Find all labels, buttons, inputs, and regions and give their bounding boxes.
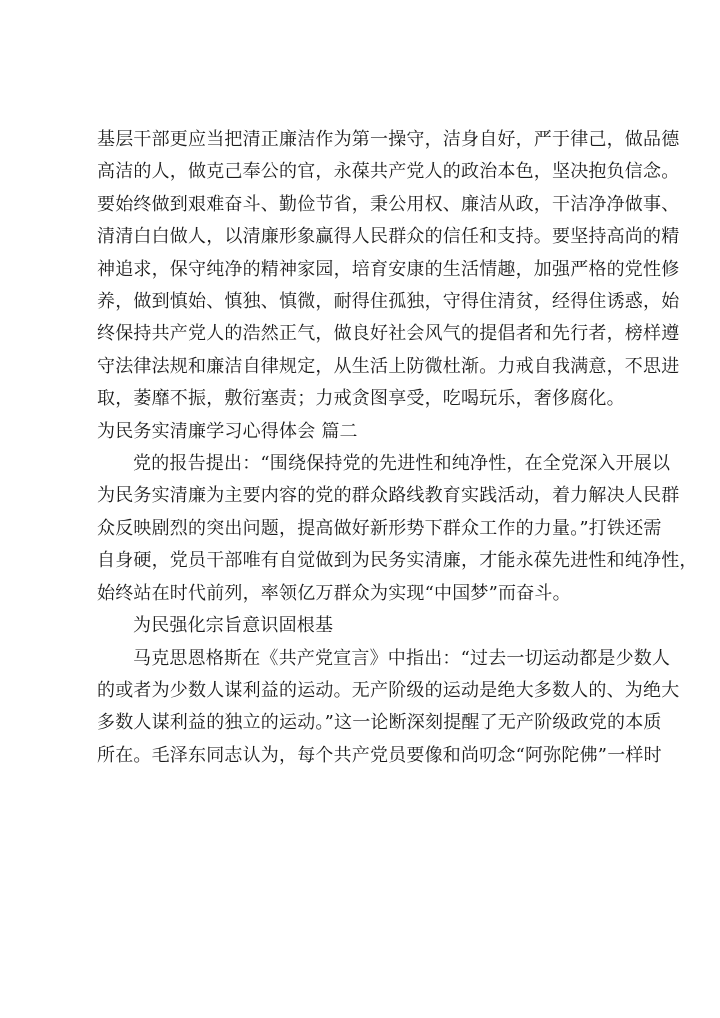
paragraph-3 [97, 643, 680, 773]
text-line: 自身硬，党员干部唯有自觉做到为民务实清廉，才能永葆先进性和纯净性， [97, 550, 698, 572]
section-title: 为民务实清廉学习心得体会 篇二 [97, 420, 358, 442]
text-line: 为民务实清廉为主要内容的党的群众路线教育实践活动，着力解决人民群 [97, 485, 680, 507]
text-line: 党的报告提出：“围绕保持党的先进性和纯净性，在全党深入开展以 [133, 453, 671, 475]
text-line: 始终站在时代前列，率领亿万群众为实现“中国梦”而奋斗。 [97, 582, 571, 604]
text-line: 养，做到慎始、慎独、慎微，耐得住孤独，守得住清贫，经得住诱惑，始 [97, 291, 680, 313]
text-line: 基层干部更应当把清正廉洁作为第一操守，洁身自好，严于律己，做品德 [97, 129, 680, 150]
text-line: 所在。毛泽东同志认为，每个共产党员要像和尚叨念“阿弥陀佛”一样时 [97, 744, 662, 766]
text-line: 神追求，保守纯净的精神家园，培育安康的生活情趣，加强严格的党性修 [97, 258, 680, 280]
text-line: 的或者为少数人谋利益的运动。无产阶级的运动是绝大多数人的、为绝大 [97, 679, 680, 701]
text-line: 多数人谋利益的独立的运动。”这一论断深刻提醒了无产阶级政党的本质 [97, 712, 662, 734]
text-line: 高洁的人，做克己奉公的官，永葆共产党人的政治本色，坚决抱负信念。 [97, 161, 680, 183]
paragraph-2 [97, 448, 698, 610]
text-line: 守法律法规和廉洁自律规定，从生活上防微杜渐。力戒自我满意，不思进 [97, 355, 680, 377]
text-line: 众反映剧烈的突出问题，提高做好新形势下群众工作的力量。”打铁还需 [97, 517, 662, 539]
document-body [97, 124, 698, 772]
paragraph-1 [97, 124, 680, 416]
subheading: 为民强化宗旨意识固根基 [133, 615, 334, 637]
text-line: 要始终做到艰难奋斗、勤俭节省，秉公用权、廉洁从政，干洁净净做事、 [97, 193, 680, 215]
text-line: 清清白白做人，以清廉形象赢得人民群众的信任和支持。要坚持高尚的精 [97, 226, 680, 248]
text-line: 马克思恩格斯在《共产党宣言》中指出：“过去一切运动都是少数人 [133, 647, 671, 669]
text-line: 取，萎靡不振，敷衍塞责；力戒贪图享受，吃喝玩乐，奢侈腐化。 [97, 388, 625, 410]
text-line: 终保持共产党人的浩然正气，做良好社会风气的提倡者和先行者，榜样遵 [97, 323, 680, 345]
